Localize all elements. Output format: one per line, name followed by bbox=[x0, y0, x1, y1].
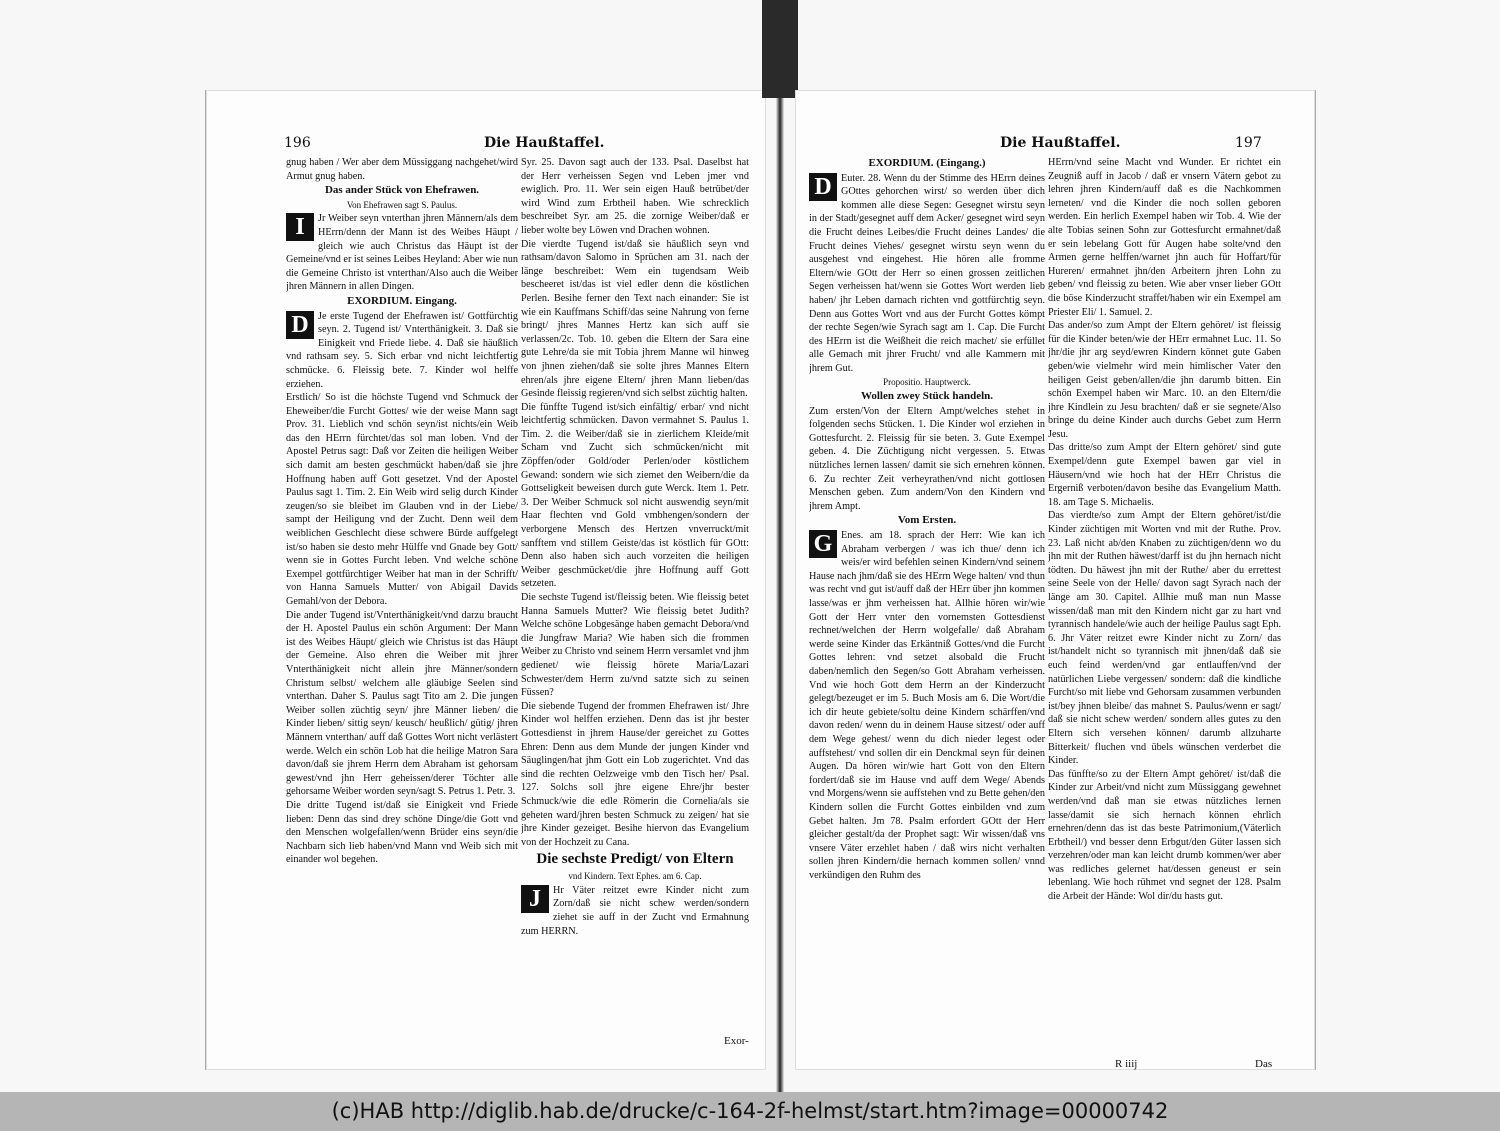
paragraph-text: Propositio. Hauptwerck. bbox=[883, 376, 971, 387]
text-paragraph bbox=[1048, 509, 1281, 767]
text-paragraph bbox=[286, 609, 518, 799]
left-catchword: Exor- bbox=[724, 1035, 749, 1047]
paragraph-text: gnug haben / Wer aber dem Müssiggang nachgehet/wird Armut gnug haben. bbox=[286, 157, 518, 182]
text-paragraph bbox=[1048, 441, 1281, 509]
text-paragraph bbox=[521, 884, 749, 938]
drop-cap-initial: D bbox=[286, 311, 314, 339]
drop-cap-initial: I bbox=[286, 213, 314, 241]
drop-cap-initial: D bbox=[809, 173, 837, 201]
text-paragraph bbox=[809, 529, 1045, 882]
section-heading bbox=[286, 184, 518, 198]
paragraph-text: Die fünffte Tugend ist/sich einfältig/ erbar/ vnd nicht leichtfertig schmücken. Davon vermahnet S. Paulus 1. Tim. 2. die Weiber/daß sie in zierlichem Kleide/mit Scham vnd Zucht sich schmücken/nicht mit Zöpffen/oder Gold/oder Perlen/oder köstlichem Gewand: sondern wie sich ziemet den Weibern/die da Gottseligkeit beweisen durch gute Werck. Item 1. Petr. 3. Der Weiber Schmuck sol nicht auswendig seyn/mit Haar flechten vnd Gold vmbhengen/sondern der verborgene Mensch des Hertzen vnverruckt/mit sanfftem vnd stillem Geiste/das ist köstlich für GOtt: Denn also haben sich auch vorzeiten die heiligen Weiber geschmücket/die jhre Hoffnung auff Gott setzeten. bbox=[521, 401, 749, 590]
paragraph-text: Je erste Tugend der Ehefrawen ist/ Gottfürchtig seyn. 2. Tugend ist/ Vnterthänigkeit. 3. Daß sie Einigkeit vnd Friede liebe. 4. Daß sie häußlich vnd rathsam sey. 5. Sich erbar vnd nicht leichtfertig schmücke. 6. Fleissig bete. 7. Kinder wol helffe erziehen. bbox=[286, 310, 518, 390]
right-catchword: Das bbox=[1255, 1058, 1273, 1070]
left-column-2 bbox=[521, 156, 749, 1056]
left-page bbox=[205, 90, 766, 1070]
book-gutter bbox=[776, 98, 784, 1092]
paragraph-text: EXORDIUM. (Eingang.) bbox=[868, 157, 986, 169]
text-paragraph bbox=[521, 156, 749, 238]
gutter-clamp bbox=[762, 0, 798, 98]
section-heading bbox=[286, 295, 518, 309]
sub-heading bbox=[286, 199, 518, 213]
sub-heading bbox=[809, 376, 1045, 390]
paragraph-text: Die ander Tugend ist/Vnterthänigkeit/vnd darzu braucht der H. Apostel Paulus ein schön Argument: Der Mann ist des Weibes Häupt/ gleich wie Christus ist das Häupt der Gemeine. Also ehren die Weiber mit jhrer Vnterthänigkeit nicht allein jhre Männer/sondern Christum selbst/ welchem alle gläubige Seelen sind vnterthan. Daher S. Paulus sagt Tito am 2. Die jungen Weiber sollen züchtig seyn/ jhre Männer lieben/ die Kinder lieben/ sittig seyn/ keusch/ heußlich/ gütig/ jhren Männern vnterthan/ auff daß Gottes Wort nicht verlästert werde. Welch ein schön Lob hat die heilige Matron Sara davon/daß sie jhrem Herrn dem Abraham ist gehorsam gewest/vnd jhn Herr geheissen/derer Töchter alle gehorsame Weiber worden seyn/sagt S. Petrus 1. Petr. 3. bbox=[286, 609, 518, 798]
right-column-2 bbox=[1048, 156, 1281, 1056]
right-running-title: Die Haußtaffel. bbox=[1000, 135, 1121, 151]
paragraph-text: Wollen zwey Stück handeln. bbox=[860, 390, 994, 403]
right-page-number: 197 bbox=[1235, 135, 1262, 151]
paragraph-text: Das ander/so zum Ampt der Eltern gehöret/ ist fleissig für die Kinder beten/wie der HErr ermahnet Luc. 11. So jhr/die jhr arg seyd/ewren Kindern könnet gute Gaben geben/wie vielmehr wird mein himlischer Vater den heiligen Geist geben/allen/die jhn darumb bitten. Ein schön Exempel haben wir Marc. 10. an den Eltern/die jhre Kindlein zu Jesu brachten/ daß er sie segnete/Also bringe du deine Kinder auch durchs Gebet zum Herrn Jesu. bbox=[1048, 320, 1281, 440]
left-running-title: Die Haußtaffel. bbox=[484, 135, 605, 151]
paragraph-text: Erstlich/ So ist die höchste Tugend vnd Schmuck der Eheweiber/die Furcht Gottes/ wie der weise Mann sagt Prov. 31. Lieblich vnd schön seyn/ist nichts/ein Weib das den HErrn fürchtet/das sol man loben. Vnd der Apostel Petrus sagt: Daß vor Zeiten die heiligen Weiber sich damit am besten geschmückt haben/daß sie jhre Hoffnung haben auff Gott gesetzet. Vnd der Apostel Paulus sagt 1. Tim. 2. Ein Weib wird selig durch Kinder zeugen/so sie bleibet im Glauben vnd in der Liebe/ sampt der Heiligung vnd der Zucht. Denn weil dem weiblichen Geschlecht diese schwere Bürde auffgelegt ist/so haben sie desto mehr Hülffe vnd Gnade bey Gott/ wenn sie in Gottes Furcht leben. Vnd welche schöne Exempel gottfürchtiger Weiber hat man in der Schrifft/ von Hanna Samuels Mutter/ von Abigail Davids Gemahl/von der Debora. bbox=[286, 392, 518, 607]
paragraph-text: Euter. 28. Wenn du der Stimme des HErrn deines GOttes gehorchen wirst/ so werden über dich kommen alle diese Segen: Gesegnet wirstu seyn in der Stadt/gesegnet auff dem Acker/ gesegnet wird seyn die Frucht deines Leibes/die Frucht deines Landes/ die Frucht deines Viehes/ gesegnet wirstu seyn wenn du ausgehest vnd eingehest. Hie hören alle fromme Eltern/wie GOtt der Herr so einen grossen zeitlichen Segen verheissen hat/wenn sie Gottes Wort werden lieb haben/ jhr Leben darnach richten vnd gottfürchtig seyn. Denn aus Gottes Wort vnd aus der Furcht Gottes kömpt der rechte Segen/wie Syrach sagt am 1. Cap. Die Furcht des HErrn ist die Weißheit die reich machet/ sie erfüllet alle Gemach mit jhrer Frucht/ vnd alle Kammern mit jhrem Gut. bbox=[809, 172, 1045, 374]
paragraph-text: HErrn/vnd seine Macht vnd Wunder. Er richtet ein Zeugniß auff in Jacob / daß er vnsern Vätern gebot zu lehren jhren Kindern/auff daß es die Nachkommen lerneten/ vnd die Kinder die noch sollen geboren werden. Ein herlich Exempel haben wir Tob. 4. Wie der alte Tobias seinen Sohn zur Gottesfurcht ermahnet/daß er sein lebelang Gott für Augen habe solte/vnd den Armen gerne helffen/warnet jhn auch für Hoffart/für Hureren/ ermahnet jhn/den Arbeitern jhren Lohn zu geben/ vnd fleissig zu beten. Wie aber vnser lieber GOtt die böse Kinderzucht straffet/haben wir ein Exempel am Priester Eli/ 1. Samuel. 2. bbox=[1048, 157, 1281, 318]
paragraph-text: Hr Väter reitzet ewre Kinder nicht zum Zorn/daß sie nicht schew werden/sondern ziehet sie auff in der Zucht vnd Ermahnung zum HERRN. bbox=[521, 884, 749, 937]
paragraph-text: Die sechste Tugend ist/fleissig beten. Wie fleissig betet Hanna Samuels Mutter? Wie fleissig betet Judith? Welche schöne Lobgesänge haben gemacht Debora/vnd die Jungfraw Maria? Wie haben sich die frommen Weiber zu Christo vnd seinem Herrn versamlet vnd jhm gedienet/ wie fleissig hörete Maria/Lazari Schwester/dem Herrn zu/vnd satzte sich zu seinen Füssen? bbox=[521, 592, 749, 699]
paragraph-text: Die siebende Tugend der frommen Ehefrawen ist/ Jhre Kinder wol helffen erziehen. Denn das ist jhr bester Gottesdienst in jhrem Hause/der gereichet zu Gottes Ehren: Denn aus dem Munde der jungen Kinder vnd Säuglingen/hat jhm Gott ein Lob zugerichtet. Vnd das sind die rechten Oelzweige vmb den Tisch her/ Psal. 127. Solchs soll jhre eigene Ehre/jhr bester Schmuck/wie die edle Römerin die Cornelia/als sie geheten ward/jhren besten Schmuck zu zeigen/ hat sie jhre Kinder gezeiget. Besihe hiervon das Evangelium von der Hochzeit zu Cana. bbox=[521, 700, 749, 848]
text-paragraph bbox=[286, 799, 518, 867]
right-page bbox=[795, 90, 1316, 1070]
paragraph-text: Die vierdte Tugend ist/daß sie häußlich seyn vnd rathsam/davon Salomo in Sprüchen am 31. nach der länge beschreibet: Wem ein tugendsam Weib bescheeret ist/das ist viel edler denn die köstlichen Perlen. Besihe ferner den Text nach einander: Sie ist wie ein Kauffmans Schiff/das seine Nahrung von ferne bringt/ jhres Mannes Hertz kan sich auff sie verlassen/2c. Tob. 10. geben die Eltern der Sara eine gute Lehre/da sie mit Tobia jhrem Manne wil hinweg von jhnen ziehen/daß sie solte jhres Mannes Eltern ehren/als jhre eigene Eltern/ jhren Mann lieben/das Gesinde fleissig regieren/vnd sich selbst züchtig halten. bbox=[521, 238, 749, 400]
text-paragraph bbox=[286, 310, 518, 392]
paragraph-text: Das fünffte/so zu der Eltern Ampt gehöret/ ist/daß die Kinder zur Arbeit/vnd nicht zum Müssiggang gewehnet werden/vnd daß man sie etwas nützliches lernen lasse/damit sie sich hernach können ehrlich ernehren/denn das ist das beste Patrimonium,(Väterlich Erbtheil/) vnd besser denn Erbgut/den Güter lassen sich verzehren/oder man kan leicht drumb kommen/wer aber was redliches gelernet hat/dessen geneust er sein lebenlang. Wie hoch rühmet vnd segnet der 128. Psalm die Arbeit der Hände: Wol dir/du hasts gut. bbox=[1048, 768, 1281, 903]
paragraph-text: Vom Ersten. bbox=[897, 514, 957, 527]
paragraph-text: Enes. am 18. sprach der Herr: Wie kan ich Abraham verbergen / was ich thue/ denn ich weis/er wird befehlen seinen Kindern/vnd seinem Hause nach jhm/daß sie des HErrn Wege halten/ vnd thun was recht vnd gut ist/auff daß der HErr über jhn kommen lasse/was er jhm verheissen hat. Allhie hören wir/wie Gott der Herr vnter den vornemsten Gottesdienst rechnet/welchen der Herrn wolgefalle/ daß Abraham werde seine Kinder das Erkäntniß Gottes/vnd die Furcht Gottes lehren: vnd setzet alsobald die Frucht daben/nemlich den Segen/so Gott Abraham verheissen. Vnd wie hoch Gott dem Herrn an der Kinderzucht gelegt/bezeuget er im 5. Buch Mosis am 6. Die Wort/die ich dir heute gebiete/soltu deine Kindern schärffen/vnd davon reden/ wenn du in deinem Hause sitzest/ oder auff dem Wege gehest/ wenn du dich nieder legest oder auffstehest/ vnd sollen dir ein Denckmal seyn für deinen Augen. Da hören wir/wie hart Gott von den Eltern fordert/daß sie im Hause vnd auff dem Wege/ Abends vnd Morgens/wenn sie auffstehen vnd zu Bette gehen/den Kindern sollen die Furcht Gottes einbilden vnd zum Gebet halten. Jm 78. Psalm erfordert GOtt der Herr gleicher gestalt/da der Prophet sagt: Wir wissen/daß vns vnsere Väter erzehlet haben / daß wirs nicht verhalten sollen jhren Kindern/die hernach kommen sollen/ vnnd verkündigen den Ruhm des bbox=[809, 530, 1045, 881]
text-paragraph bbox=[521, 401, 749, 591]
paragraph-text: Das ander Stück von Ehefrawen. bbox=[324, 184, 480, 197]
paragraph-text: Die sechste Predigt/ von Eltern bbox=[536, 851, 734, 868]
copyright-footer bbox=[0, 1092, 1500, 1131]
text-paragraph bbox=[286, 156, 518, 183]
paragraph-text: Das vierdte/so zum Ampt der Eltern gehöret/ist/die Kinder züchtigen mit Worten vnd mit der Ruthe. Prov. 23. Laß nicht ab/den Knaben zu züchtigen/denn wo du jhn mit der Ruthen häwest/darff ist du jhn hernach nicht tödten. Du häwest jhn mit der Ruthe/ aber du errettest seine Seele von der Helle/ davon sagt Syrach nach der länge am 30. Capitel. Allhie muß man nun Masse wissen/daß man mit den Kindern nicht gar zu hart vnd tyrannisch handele/wie auch der heilige Paulus sagt Eph. 6. Jhr Väter reitzet ewre Kinder nicht zu Zorn/ das ist/handelt nicht so tyrannisch mit jhnen/daß daß sie euch feind werden/vnd gar entlauffen/vnd der natürlichen Liebe vergessen/ sondern: daß die kindliche Furcht/so mit liebe vnd Gehorsam zusammen verbunden ist/bey jhnen bleibe/ das mahnet S. Paulus/wenn er sagt/ daß sie nicht schew werden/ sondern alles gutes zu den Eltern sich versehen können/ darumb allzuharte Bitterkeit/ fluchen vnd übels wünschen verderbet die Kinder. bbox=[1048, 510, 1281, 767]
text-paragraph bbox=[809, 405, 1045, 514]
footer-text: (c)HAB http://diglib.hab.de/drucke/c-164-2f-helmst/start.htm?image=00000742 bbox=[331, 1099, 1169, 1123]
sermon-title bbox=[521, 851, 749, 868]
left-column-1 bbox=[286, 156, 518, 1056]
sub-heading bbox=[521, 870, 749, 884]
text-paragraph bbox=[521, 591, 749, 700]
paragraph-text: vnd Kindern. Text Ephes. am 6. Cap. bbox=[568, 871, 702, 882]
paragraph-text: Die dritte Tugend ist/daß sie Einigkeit vnd Friede lieben: Denn das sind drey schöne Dinge/die Gott vnd den Menschen wolgefallen/wenn Brüder eins seyn/die Nachbarn sich lieb haben/vnd Mann vnd Weib sich mit einander wol begehen. bbox=[286, 799, 518, 866]
paragraph-text: Syr. 25. Davon sagt auch der 133. Psal. Daselbst hat der Herr verheissen Segen vnd Leben jmer vnd ewiglich. Pro. 11. Wer sein eigen Hauß betrübet/der wird Wind zum Erbtheil haben. Wie schrecklich beschreibet Syr. am 25. die zornige Weiber/daß er lieber wolte bey Löwen vnd Drachen wohnen. bbox=[521, 157, 749, 236]
section-heading bbox=[809, 514, 1045, 528]
paragraph-text: Das dritte/so zum Ampt der Eltern gehöret/ sind gute Exempel/denn gute Exempel bawen gar viel in Häusern/vnd wie hoch hat der HErr Christus die Ergerniß verboten/davon besihe das Evangelium Matth. 18. am Tage S. Michaelis. bbox=[1048, 442, 1281, 508]
right-column-1 bbox=[809, 156, 1045, 1056]
paragraph-text: Zum ersten/Von der Eltern Ampt/welches stehet in folgenden sechs Stücken. 1. Die Kinder wol erziehen in Gottesfurcht. 2. Fleissig für sie beten. 3. Gute Exempel geben. 4. Die Züchtigung nicht vergessen. 5. Etwas nützliches lernen lassen/ damit sie sich ernehren können. 6. Zu rechter Zeit verheyrathen/vnd nicht gottlosen Menschen geben. Zum andern/Von den Kindern vnd jhrem Ampt. bbox=[809, 405, 1045, 512]
paragraph-text: Von Ehefrawen sagt S. Paulus. bbox=[346, 199, 458, 210]
paragraph-text: EXORDIUM. Eingang. bbox=[347, 294, 457, 307]
text-paragraph bbox=[1048, 156, 1281, 319]
text-paragraph bbox=[1048, 319, 1281, 441]
text-paragraph bbox=[521, 238, 749, 401]
section-heading bbox=[809, 157, 1045, 171]
right-signature-mark: R iiij bbox=[1115, 1058, 1138, 1070]
paragraph-text: Jr Weiber seyn vnterthan jhren Männern/als dem HErrn/denn der Mann ist des Weibes Häupt / gleich wie auch Christus das Häupt ist der Gemeine/vnd er ist seines Leibes Heyland: Aber wie nun die Gemeine Christo ist vnterthan/Also auch die Weiber jhren Männern in allen Dingen. bbox=[286, 213, 518, 293]
drop-cap-initial: J bbox=[521, 885, 549, 913]
text-paragraph bbox=[1048, 768, 1281, 904]
text-paragraph bbox=[809, 172, 1045, 376]
text-paragraph bbox=[286, 391, 518, 609]
text-paragraph bbox=[286, 212, 518, 294]
left-page-number: 196 bbox=[284, 135, 311, 151]
text-paragraph bbox=[521, 700, 749, 850]
section-heading bbox=[809, 390, 1045, 404]
drop-cap-initial: G bbox=[809, 530, 837, 558]
